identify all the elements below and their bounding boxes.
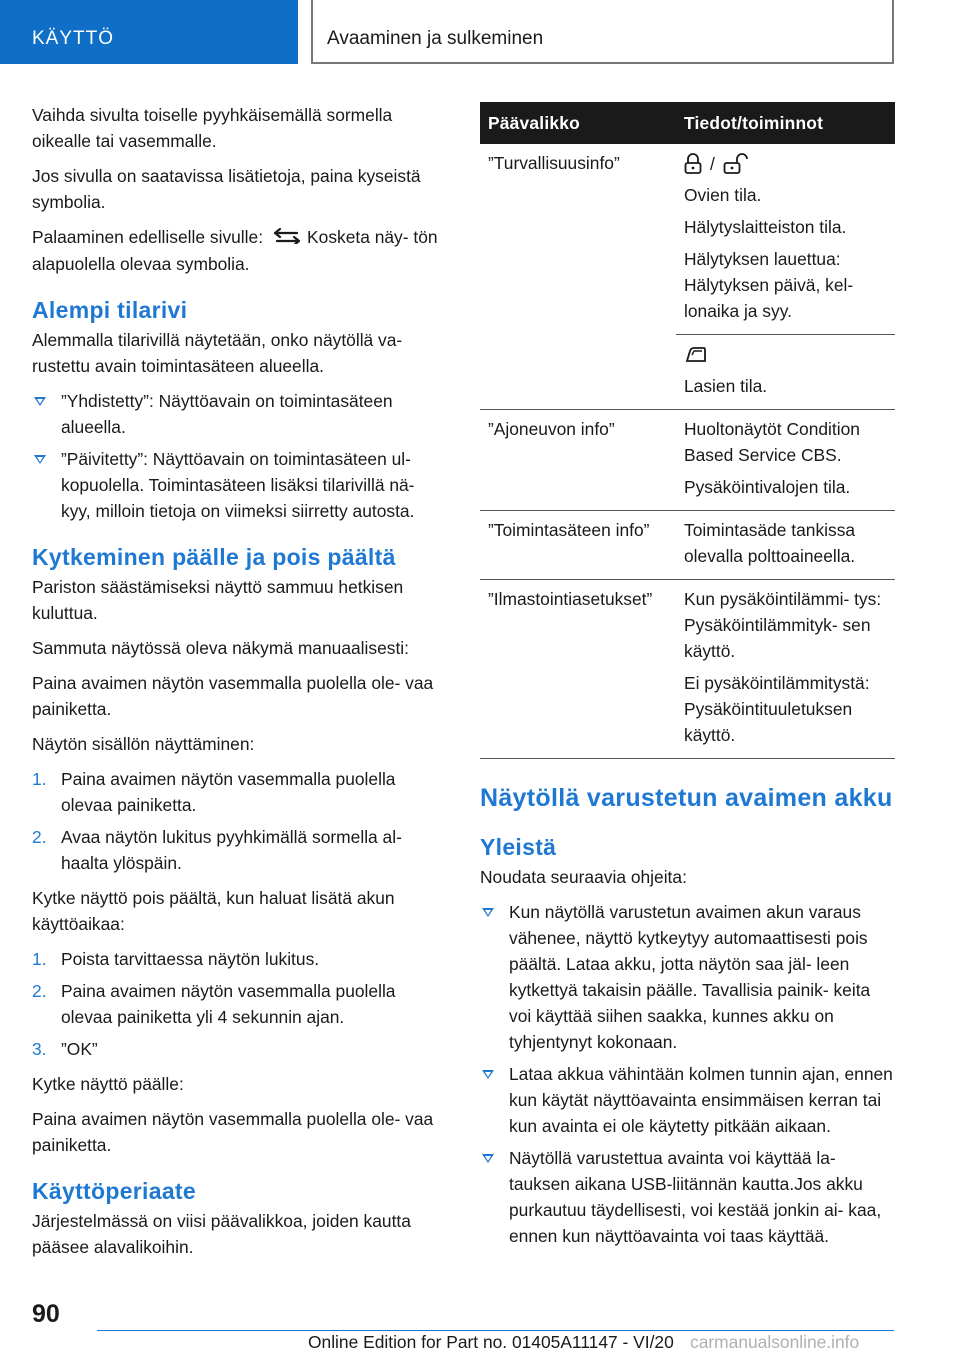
menu-name-empty [480,335,676,410]
watermark: carmanualsonline.info [690,1332,860,1352]
battery-list [480,899,895,1249]
menu-name: ”Toimintasäteen info” [480,511,676,580]
paragraph: Paina avaimen näytön vasemmalla puolella ole- vaa painiketta. [32,673,434,720]
step-item: 3. ”OK” [32,1039,98,1060]
lock-open-icon [723,153,749,175]
table-row [480,580,895,759]
step-item: 1. Poista tarvittaessa näytön lukitus. [32,949,320,970]
menu-info: Toimintasäde tankissa olevalla polttoaineella. [676,511,895,580]
paragraph: Vaihda sivulta toiselle pyyhkäisemällä sormella oikealle tai vasemmalle. [32,105,393,151]
list-item: ”Yhdistetty”: Näyttöavain on toimintasäteen alueella. [32,388,448,440]
bullet-triangle-icon [34,397,46,406]
section-header [0,0,298,64]
menu-info: / Ovien tila. Hälytyslaitteiston tila. Hälytyksen lauettua: Hälytyksen päivä, kel- lonaika ja syy. [676,144,895,335]
menu-table [480,102,895,759]
table-row [480,511,895,580]
menu-name: ”Ilmastointiasetukset” [480,580,676,759]
footer-divider [97,1330,894,1331]
heading-general: Yleistä [480,834,557,860]
page-number: 90 [32,1300,60,1328]
paragraph: Noudata seuraavia ohjeita: [480,867,687,887]
status-list [32,388,448,524]
step-item: 2. Paina avaimen näytön vasemmalla puolella olevaa painiketta yli 4 sekunnin ajan. [32,981,396,1028]
step-item: 1. Paina avaimen näytön vasemmalla puolella olevaa painiketta. [32,769,396,816]
column-header: Tiedot/toiminnot [676,102,895,144]
paragraph: Pariston säästämiseksi näyttö sammuu hetkisen kuluttua. [32,577,404,624]
menu-info: Kun pysäköintilämmi- tys: Pysäköintilämmityk- sen käyttö. Ei pysäköintilämmitystä: Pysäköintituuletuksen käyttö. [676,580,895,759]
bullet-triangle-icon [34,455,46,464]
paragraph: Kytke näyttö pois päältä, kun haluat lisätä akun käyttöaikaa: [32,888,395,935]
menu-name: ”Turvallisuusinfo” [488,153,620,173]
menu-info: Lasien tila. [676,335,895,410]
table-row [480,144,895,335]
show-steps-list [32,766,448,876]
paragraph: Järjestelmässä on viisi päävalikkoa, joiden kautta pääsee alavalikoihin. [32,1211,411,1258]
step-item: 2. Avaa näytön lukitus pyyhkimällä sormella al- haalta ylöspäin. [32,827,402,874]
edition-text: Online Edition for Part no. 01405A11147 - VI/20 [308,1332,674,1352]
window-icon-row [684,341,887,369]
slash-text: / [710,154,715,174]
list-item: Lataa akkua vähintään kolmen tunnin ajan, ennen kun käytät näyttöavainta ensimmäisen kerran tai kun avainta ei ole käytetty pitkään aikaan. [480,1061,895,1139]
bullet-triangle-icon [482,908,494,917]
list-item: ”Päivitetty”: Näyttöavain on toimintasäteen ul- kopuolella. Toimintasäteen lisäksi tilarivillä nä- kyy, milloin tietoja on viimeksi siirretty autosta. [32,446,448,524]
menu-info: Huoltonäytöt Condition Based Service CBS. Pysäköintivalojen tila. [676,410,895,511]
chapter-title: Avaaminen ja sulkeminen [327,28,544,49]
lock-closed-icon [684,153,702,175]
paragraph-text: Kosketa näy- tön alapuolella olevaa symbolia. [32,227,438,275]
lock-icons [684,150,887,178]
back-arrow-icon [273,225,301,251]
heading-battery: Näytöllä varustetun avaimen akku [480,784,893,812]
table-header [480,102,895,144]
bullet-triangle-icon [482,1154,494,1163]
paragraph-text: Palaaminen edelliselle sivulle: [32,227,264,247]
list-item: Kun näytöllä varustetun avaimen akun varaus vähenee, näyttö kytkeytyy automaattisesti pois päältä. Lataa akku, jotta näytön saa jäl- leen kytkettyä takaisin päälle. Tavallisia painik- keita voi käyttää siihen saakka, kunnes akku on tyhjentynyt kokonaan. [480,899,895,1055]
heading-on-off: Kytkeminen päälle ja pois päältä [32,544,396,571]
column-header: Päävalikko [480,102,676,144]
list-item: Näytöllä varustettua avainta voi käyttää la- tauksen aikana USB-liitännän kautta.Jos akku purkautuu täydellisesti, voi kestää jonkin ai- kaa, ennen kun näyttöavainta voi taas käyttää. [480,1145,895,1249]
paragraph-back [32,224,448,277]
paragraph: Paina avaimen näytön vasemmalla puolella ole- vaa painiketta. [32,1109,434,1156]
left-column [32,102,448,1269]
right-column [480,102,895,1258]
heading-principle: Käyttöperiaate [32,1178,196,1205]
paragraph: Alemmalla tilarivillä näytetään, onko näytöllä va- rustettu avain toimintasäteen alueella. [32,330,403,377]
section-title: KÄYTTÖ [32,28,115,49]
paragraph: Kytke näyttö päälle: [32,1074,184,1095]
off-steps-list [32,946,448,1062]
table-row [480,410,895,511]
table-row [480,335,895,410]
menu-name: ”Ajoneuvon info” [480,410,676,511]
paragraph: Sammuta näytössä oleva näkymä manuaalisesti: [32,638,409,659]
chapter-header [311,0,894,64]
bullet-triangle-icon [482,1070,494,1079]
window-icon [684,345,708,365]
paragraph: Jos sivulla on saatavissa lisätietoja, paina kyseistä symbolia. [32,166,421,212]
paragraph: Näytön sisällön näyttäminen: [32,734,255,755]
heading-status-bar: Alempi tilarivi [32,297,188,324]
